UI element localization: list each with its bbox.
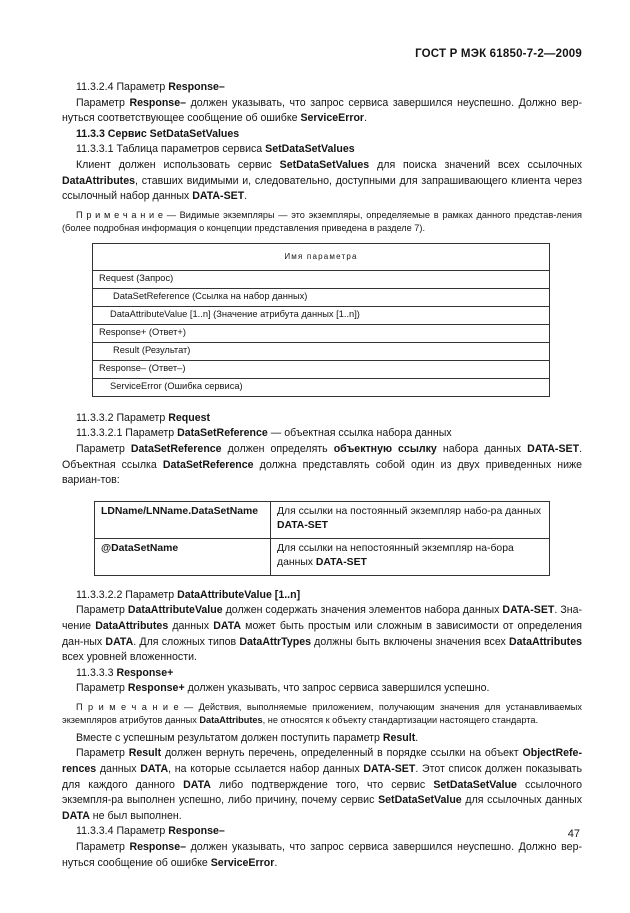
heading-11-3-3-2-2: 11.3.3.2.2 Параметр DataAttributeValue [1..n]	[76, 588, 301, 601]
paragraph-dataattributevalue: Параметр DataAttributeValue должен содержать значения элементов набора данных DATA-SET. Зна-чение DataAttributes данных DATA может быть простым или сложным в зависимости от определения дан-ных DATA. Для сложных типов DataAttrTypes должны быть включены значения всех DataAttributes всех уровней вложенности.	[62, 604, 583, 664]
variant-description: Для ссылки на непостоянный экземпляр на-бора данных DATA-SET	[271, 538, 550, 575]
paragraph-datasetreference: Параметр DataSetReference должен определять объектную ссылку набора данных DATA-SET. Объектная ссылка DataSetReference должна представлять собой один из двух приведенных ниже вариан-тов:	[62, 442, 583, 487]
parameter-table-header: Имя параметра	[93, 243, 550, 270]
note-application-actions: П р и м е ч а н и е — Действия, выполняемые приложением, получающим значения для устанавливаемых экземпляров атрибутов данных DataAttributes, не относятся к объекту стандартизации настоящего стандарта.	[62, 701, 582, 725]
table-row	[95, 501, 550, 538]
heading-11-3-2-4: 11.3.2.4 Параметр Response–	[76, 81, 225, 93]
page-number: 47	[567, 828, 580, 840]
heading-11-3-3-1: 11.3.3.1 Таблица параметров сервиса SetDataSetValues	[76, 143, 355, 156]
heading-11-3-3: 11.3.3 Сервис SetDataSetValues	[76, 127, 240, 140]
paragraph-client-usage: Клиент должен использовать сервис SetDataSetValues для поиска значений всех ссылочных DataAttributes, ставших видимыми и, следовательно, доступными для запрашивающего клиента через ссылочный набор данных DATA-SET.	[62, 158, 583, 203]
heading-11-3-3-4: 11.3.3.4 Параметр Response–	[76, 825, 225, 838]
document-body	[62, 80, 582, 871]
parameter-row: Response– (Ответ–)	[93, 360, 550, 378]
paragraph-response-plus: Параметр Response+ должен указывать, что запрос сервиса завершился успешно.	[76, 682, 490, 695]
parameter-table	[92, 243, 550, 397]
note-visible-instances: П р и м е ч а н и е — Видимые экземпляры — это экземпляры, определяемые в рамках данного представ-ления (более подробная информация о концепции представления приведена в разделе 7).	[62, 209, 582, 233]
heading-11-3-3-3: 11.3.3.3 Response+	[76, 666, 174, 679]
paragraph-response-minus-1: Параметр Response– должен указывать, что запрос сервиса завершился неуспешно. Должно вер-нуться соответствующее сообщение об ошибке ServiceError.	[62, 96, 582, 125]
table-row	[95, 538, 550, 575]
heading-11-3-3-2-1: 11.3.3.2.1 Параметр DataSetReference — объектная ссылка набора данных	[76, 427, 452, 440]
heading-11-3-3-2: 11.3.3.2 Параметр Request	[76, 411, 211, 424]
paragraph-result-list: Параметр Result должен вернуть перечень, определенный в порядке ссылки на объект ObjectRefe-rences данных DATA, на которые ссылается набор данных DATA-SET. Этот список должен показывать для каждого данного DATA либо подтверждение того, что сервис SetDataSetValue ссылочного экземпля-ра выполнен успешно, либо причину, почему сервис SetDataSetValue для ссылочных данных DATA не был выполнен.	[62, 747, 583, 822]
parameter-row: Request (Запрос)	[93, 270, 550, 288]
parameter-row: Response+ (Ответ+)	[93, 324, 550, 342]
variant-description: Для ссылки на постоянный экземпляр набо-ра данных DATA-SET	[271, 501, 550, 538]
variant-key: @DataSetName	[95, 538, 271, 575]
parameter-row: DataSetReference (Ссылка на набор данных)	[93, 288, 550, 306]
reference-variants-table	[94, 501, 550, 576]
page-header-standard-title: ГОСТ Р МЭК 61850-7-2—2009	[415, 48, 582, 60]
paragraph-result-required: Вместе с успешным результатом должен поступить параметр Result.	[76, 731, 419, 744]
parameter-row: DataAttributeValue [1..n] (Значение атрибута данных [1..n])	[93, 306, 550, 324]
variant-key: LDName/LNName.DataSetName	[95, 501, 271, 538]
paragraph-response-minus-2: Параметр Response– должен указывать, что запрос сервиса завершился неуспешно. Должно вер-нуться сообщение об ошибке ServiceError.	[62, 841, 582, 869]
parameter-row: Result (Результат)	[93, 342, 550, 360]
parameter-row: ServiceError (Ошибка сервиса)	[93, 378, 550, 396]
